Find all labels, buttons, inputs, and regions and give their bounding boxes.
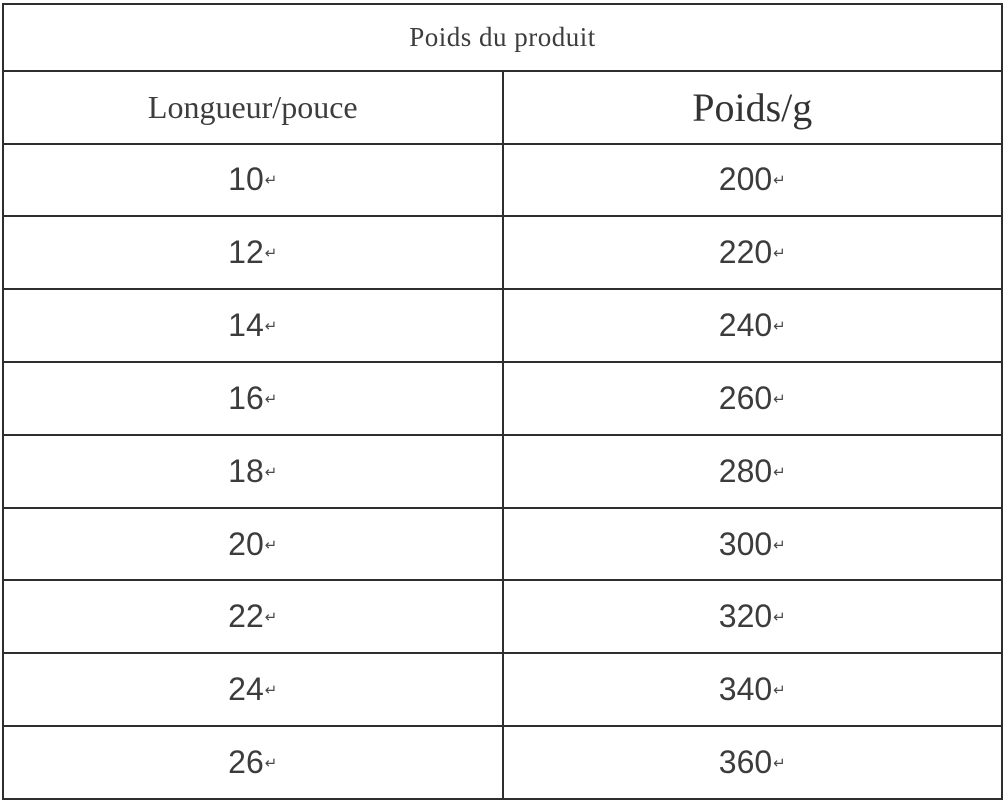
weight-value: 360 bbox=[718, 744, 773, 781]
table-row bbox=[3, 653, 1002, 726]
weight-value: 200 bbox=[718, 161, 773, 198]
paragraph-mark-icon: ↵ bbox=[773, 244, 786, 263]
weight-cell bbox=[503, 435, 1003, 508]
table-row bbox=[3, 508, 1002, 581]
weight-cell bbox=[503, 289, 1003, 362]
weight-cell bbox=[503, 653, 1003, 726]
paragraph-mark-icon: ↵ bbox=[264, 389, 278, 408]
length-cell bbox=[3, 580, 503, 653]
weight-cell bbox=[503, 216, 1003, 289]
paragraph-mark-icon: ↵ bbox=[773, 462, 786, 481]
length-value: 26 bbox=[228, 744, 264, 781]
paragraph-mark-icon: ↵ bbox=[264, 244, 278, 263]
weight-cell bbox=[503, 362, 1003, 435]
paragraph-mark-icon: ↵ bbox=[264, 754, 278, 773]
paragraph-mark-icon: ↵ bbox=[264, 608, 278, 627]
table-header-row bbox=[3, 71, 1002, 144]
weight-cell bbox=[503, 726, 1003, 799]
weight-cell bbox=[503, 144, 1003, 217]
table-row bbox=[3, 362, 1002, 435]
length-cell bbox=[3, 435, 503, 508]
paragraph-mark-icon: ↵ bbox=[264, 317, 278, 336]
length-value: 16 bbox=[228, 379, 264, 416]
length-value: 14 bbox=[228, 307, 264, 344]
length-cell bbox=[3, 508, 503, 581]
paragraph-mark-icon: ↵ bbox=[264, 535, 278, 554]
weight-value: 320 bbox=[718, 598, 773, 635]
weight-value: 340 bbox=[718, 671, 773, 708]
length-value: 22 bbox=[228, 598, 264, 635]
table-row bbox=[3, 216, 1002, 289]
table-row bbox=[3, 289, 1002, 362]
length-value: 24 bbox=[228, 671, 264, 708]
table-row bbox=[3, 580, 1002, 653]
length-cell bbox=[3, 289, 503, 362]
length-cell bbox=[3, 726, 503, 799]
paragraph-mark-icon: ↵ bbox=[773, 608, 786, 627]
paragraph-mark-icon: ↵ bbox=[773, 317, 786, 336]
paragraph-mark-icon: ↵ bbox=[773, 535, 786, 554]
length-cell bbox=[3, 216, 503, 289]
weight-value: 220 bbox=[718, 234, 773, 271]
weight-value: 300 bbox=[718, 525, 773, 562]
column-header-weight: Poids/g bbox=[503, 71, 1003, 144]
length-value: 10 bbox=[228, 161, 264, 198]
paragraph-mark-icon: ↵ bbox=[264, 462, 278, 481]
table-title-row bbox=[3, 4, 1002, 71]
length-value: 18 bbox=[228, 452, 264, 489]
paragraph-mark-icon: ↵ bbox=[264, 681, 278, 700]
paragraph-mark-icon: ↵ bbox=[773, 754, 786, 773]
table-row bbox=[3, 144, 1002, 217]
weight-value: 260 bbox=[718, 379, 773, 416]
length-cell bbox=[3, 362, 503, 435]
table-row bbox=[3, 726, 1002, 799]
weight-cell bbox=[503, 580, 1003, 653]
product-weight-table bbox=[2, 3, 1003, 800]
table-title: Poids du produit bbox=[3, 4, 1002, 71]
weight-value: 240 bbox=[718, 307, 773, 344]
length-value: 20 bbox=[228, 525, 264, 562]
length-value: 12 bbox=[228, 234, 264, 271]
table-row bbox=[3, 435, 1002, 508]
weight-cell bbox=[503, 508, 1003, 581]
paragraph-mark-icon: ↵ bbox=[773, 681, 786, 700]
paragraph-mark-icon: ↵ bbox=[773, 171, 786, 190]
paragraph-mark-icon: ↵ bbox=[264, 171, 278, 190]
length-cell bbox=[3, 653, 503, 726]
column-header-length: Longueur/pouce bbox=[3, 71, 503, 144]
paragraph-mark-icon: ↵ bbox=[773, 389, 786, 408]
weight-value: 280 bbox=[718, 452, 773, 489]
length-cell bbox=[3, 144, 503, 217]
